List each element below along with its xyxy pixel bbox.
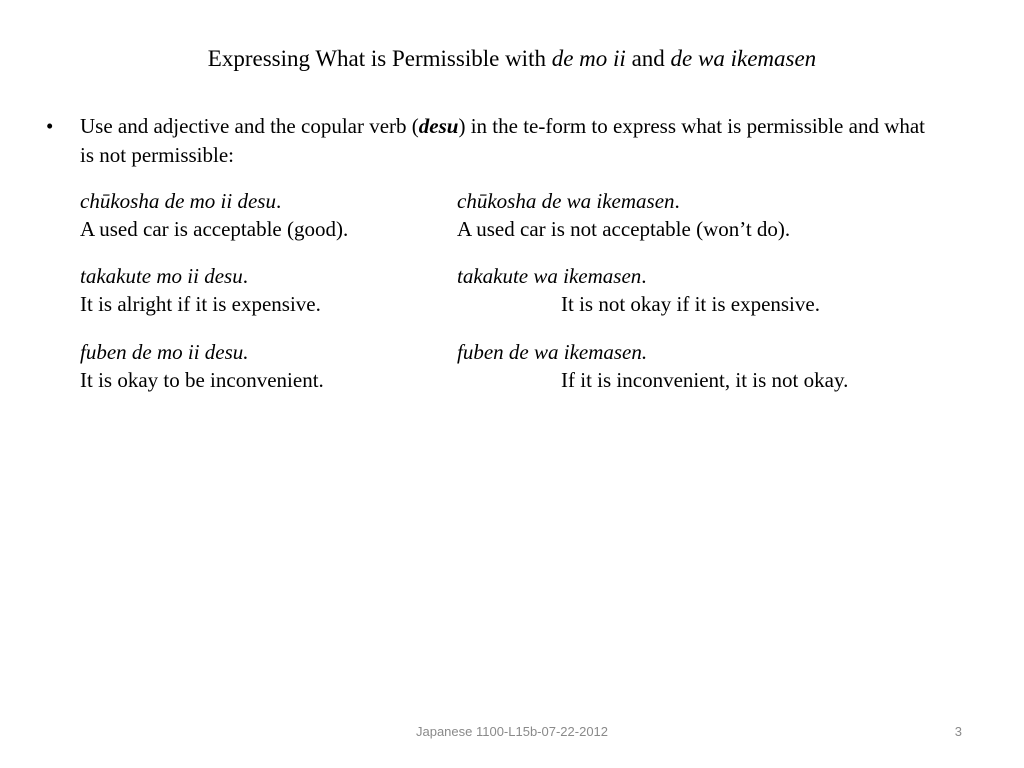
example-3-negative-english-block [561,366,848,394]
bullet-text-before: Use and adjective and the copular verb ( [80,114,419,138]
example-2-negative-japanese-punct: . [641,264,647,288]
example-2-negative-english-block [561,290,820,318]
example-3-negative-japanese [457,340,647,364]
example-2-negative-english: It is not okay if it is expensive. [561,292,820,316]
example-2-negative-japanese-block [457,262,647,290]
example-1-affirmative-japanese-italic: chūkosha de mo ii desu [80,189,276,213]
title-conjunction: and [625,46,671,71]
example-1-negative-english: A used car is not acceptable (won’t do). [457,217,791,241]
bullet-text [80,112,930,170]
example-1-negative-japanese-italic: chūkosha de wa ikemasen [457,189,675,213]
example-1-negative-japanese-punct: . [674,189,680,213]
example-3-negative-japanese-block [457,338,647,366]
example-2-affirmative-japanese [80,264,248,288]
example-1-affirmative [80,187,348,243]
example-1-negative [457,187,790,243]
title-phrase-de-mo-ii: de mo ii [551,46,626,71]
example-2-negative-japanese-italic: takakute wa ikemasen [457,264,642,288]
example-3-affirmative-english: It is okay to be inconvenient. [80,368,324,392]
example-1-affirmative-english: A used car is acceptable (good). [80,217,349,241]
example-2-affirmative [80,262,321,318]
example-3-affirmative [80,338,324,394]
example-2-affirmative-japanese-punct: . [242,264,248,288]
title-phrase-de-wa-ikemasen: de wa ikemasen [670,46,817,71]
example-3-affirmative-japanese-italic: fuben de mo ii desu. [80,340,249,364]
bullet-icon: • [46,114,54,138]
example-3-negative-japanese-italic: fuben de wa ikemasen. [457,340,648,364]
example-2-negative-japanese [457,264,647,288]
page-number: 3 [954,724,962,739]
title-prefix: Expressing What is Permissible with [207,46,552,71]
bullet-text-after: ) in the te-form to express what is permissible and what is not permissible: [80,114,926,167]
bullet-emphasis-desu: desu [418,114,459,138]
example-3-negative-english: If it is inconvenient, it is not okay. [561,368,849,392]
example-1-affirmative-japanese [80,189,281,213]
example-2-affirmative-japanese-italic: takakute mo ii desu [80,264,243,288]
footer-text: Japanese 1100-L15b-07-22-2012 [415,724,609,739]
example-1-negative-japanese [457,189,680,213]
example-3-affirmative-japanese [80,340,249,364]
example-2-affirmative-english: It is alright if it is expensive. [80,292,321,316]
slide-title [0,44,1024,74]
example-1-affirmative-japanese-punct: . [275,189,282,213]
